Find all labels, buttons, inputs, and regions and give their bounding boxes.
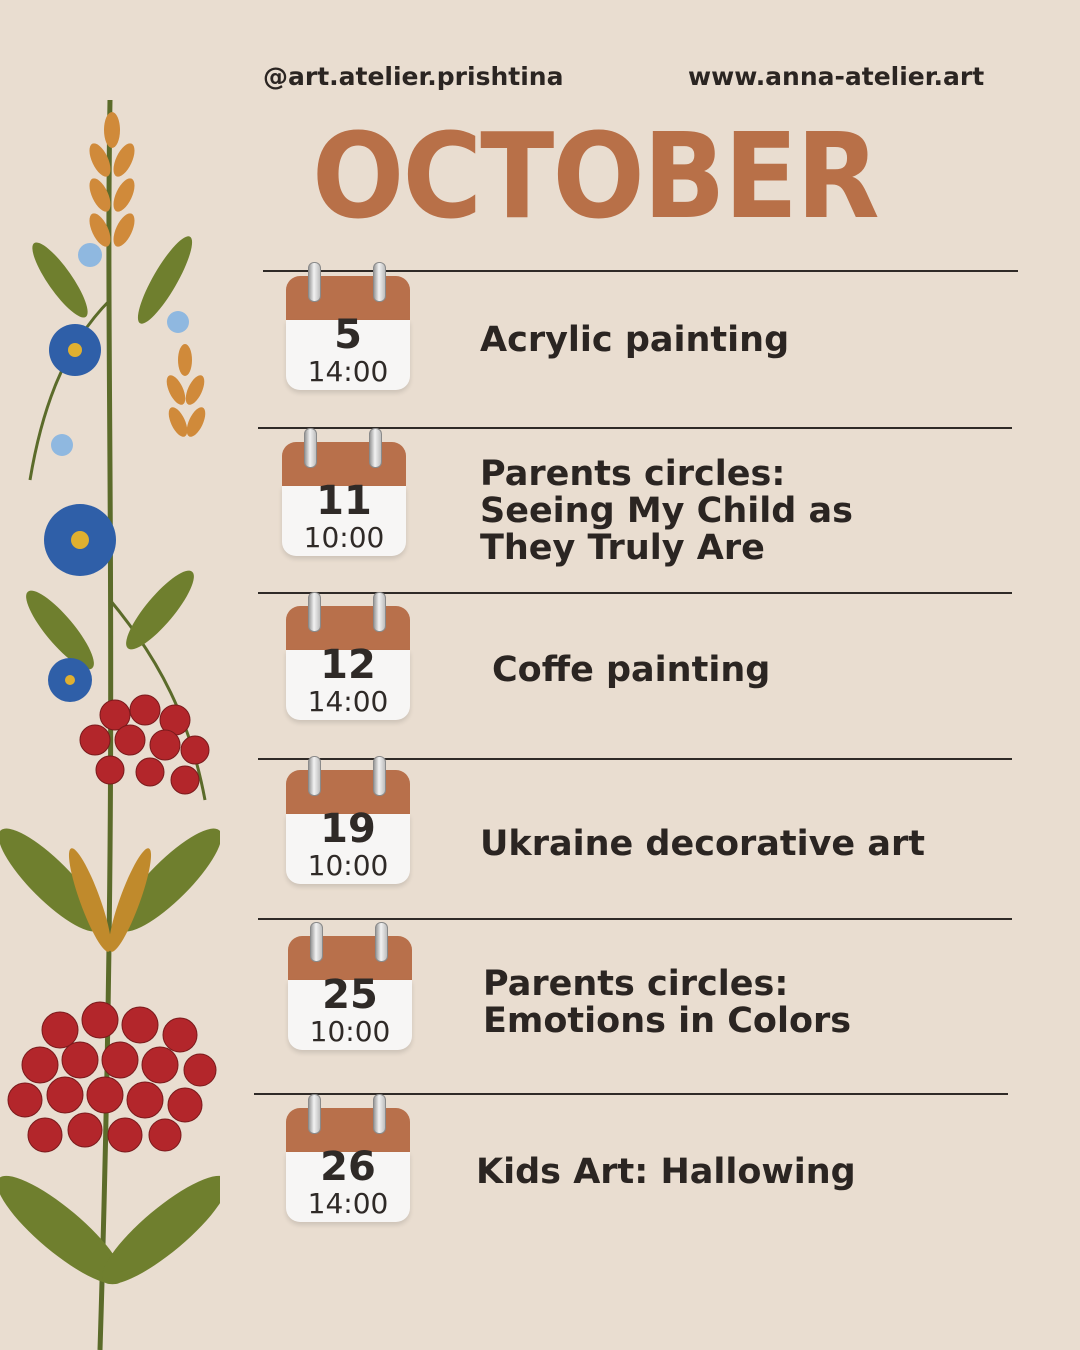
calendar-icon	[282, 428, 406, 556]
event-time: 14:00	[307, 685, 389, 718]
event-day: 25	[322, 972, 378, 1018]
event-title[interactable]: Parents circles: Seeing My Child as They Truly Are	[480, 454, 853, 568]
calendar-icon	[286, 1094, 410, 1222]
event-time: 14:00	[307, 1187, 389, 1220]
event-time: 10:00	[309, 1015, 391, 1048]
calendar-icon	[288, 922, 412, 1050]
website-link[interactable]: www.anna-atelier.art	[688, 62, 985, 91]
event-title[interactable]: Parents circles: Emotions in Colors	[483, 964, 852, 1041]
event-title[interactable]: Kids Art: Hallowing	[476, 1152, 856, 1192]
calendar-icon	[286, 262, 410, 390]
event-time: 14:00	[307, 355, 389, 388]
event-day: 12	[320, 642, 376, 688]
calendar-icon	[286, 592, 410, 720]
event-time: 10:00	[303, 521, 385, 554]
floral-ornament	[0, 100, 220, 1350]
calendar-icon	[286, 756, 410, 884]
event-title[interactable]: Ukraine decorative art	[480, 824, 925, 864]
instagram-handle[interactable]: @art.atelier.prishtina	[263, 62, 564, 91]
divider	[258, 918, 1012, 920]
event-day: 5	[334, 312, 362, 358]
event-title[interactable]: Coffe painting	[492, 650, 771, 690]
event-time: 10:00	[307, 849, 389, 882]
event-title[interactable]: Acrylic painting	[480, 320, 790, 360]
event-day: 11	[316, 478, 372, 524]
event-day: 19	[320, 806, 376, 852]
event-day: 26	[320, 1144, 376, 1190]
month-title: OCTOBER	[312, 107, 878, 245]
